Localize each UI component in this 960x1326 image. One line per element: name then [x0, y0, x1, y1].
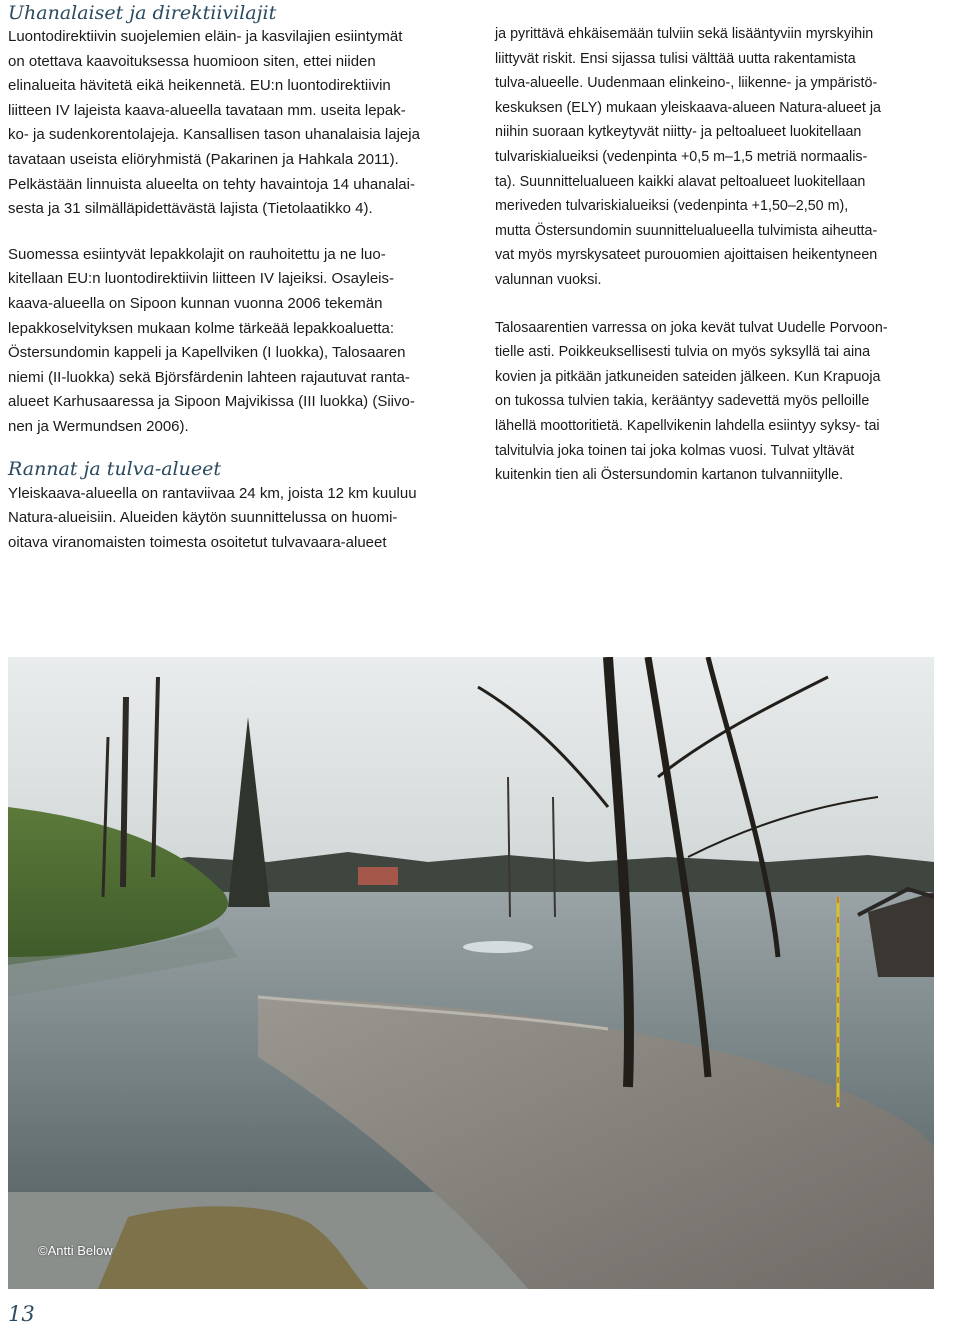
page-number: 13: [8, 1302, 35, 1326]
section-heading-shores-flood-areas: Rannat ja tulva-alueet: [8, 457, 221, 480]
paragraph-flood-risks: ja pyrittävä ehkäisemään tulviin sekä lisääntyviin myrskyihin liittyvät riskit. Ensi sijassa tulisi välttää uutta rakentamista tulva-alueelle. Uudenmaan elinkeino-, liikenne- ja ympäristö- keskuksen (ELY) mukaan yleiskaava-alueen Natura-alueet ja niihin suoraan kytkeytyvät niitty- ja peltoalueet luokitellaan tulvariskialueiksi (vedenpinta +0,5 m–1,5 metriä normaalis- ta). Suunnittelualueen kaikki alavat peltoalueet luokitellaan meriveden tulvariskialueiksi (vedenpinta +1,50–2,50 m), mutta Östersundomin suunnittelualueella tulvimista aiheutta- vat myös myrskysateet purouomien ajoittaisen heikentyneen valunnan vuoksi.: [495, 26, 881, 288]
paragraph-talosaarentie-floods: Talosaarentien varressa on joka kevät tulvat Uudelle Porvoon- tielle asti. Poikkeuksellisesti tulvia on myös syksyllä tai aina kovien ja pitkään jatkuneiden sateiden jälkeen. Kun Krapuoja on tukossa tulvien takia, kerääntyy sadevettä myös pelloille lähellä moottoritietä. Kapellvikenin lahdella esiintyy syksy- tai talvitulvia joka toinen tai joka kolmas vuosi. Tulvat yltävät kuitenkin tien ali Östersundomin kartanon tulvanniitylle.: [495, 319, 888, 484]
photo-credit: ©Antti Below: [38, 1243, 113, 1258]
right-column: [495, 0, 960, 488]
paragraph-bats: Suomessa esiintyvät lepakkolajit on rauhoitettu ja ne luo- kitellaan EU:n luontodirektiivin liitteen IV lajeiksi. Osayleis- kaava-alueella on Sipoon kunnan vuonna 2006 tekemän lepakkoselvityksen mukaan kolme tärkeää lepakkoaluetta: Östersundomin kappeli ja Kapellviken (I luokka), Talosaaren niemi (II-luokka) sekä Björsfärdenin lahteen rajautuvat ranta- alueet Karhusaaressa ja Sipoon Majvikissa (III luokka) (Siivo- nen ja Wermundsen 2006).: [8, 245, 415, 435]
section-heading-threatened-species: Uhanalaiset ja direktiivilajit: [8, 2, 277, 24]
flooded-road-photo: [8, 657, 934, 1289]
flooded-road-image: [8, 657, 934, 1289]
paragraph-threatened-species: Luontodirektiivin suojelemien eläin- ja kasvilajien esiintymät on otettava kaavoituksessa huomioon siten, ettei niiden elinalueita hävitetä eikä heikennetä. EU:n luontodirektiivin liitteen IV lajeista kaava-alueella tavataan mm. useita lepak- ko- ja sudenkorentolajeja. Kansallisen tason uhanalaisia lajeja tavataan useista eliöryhmistä (Pakarinen ja Hahkala 2011). Pelkästään linnuista alueelta on tehty havaintoja 14 uhanalai- sesta ja 31 silmälläpidettävästä lajista (Tietolaatikko 4).: [8, 28, 420, 218]
left-column: [8, 0, 478, 555]
paragraph-shores: Yleiskaava-alueella on rantaviivaa 24 km, joista 12 km kuuluu Natura-alueisiin. Alueiden käytön suunnittelussa on huomi- oitava viranomaisten toimesta osoitetut tulvavaara-alueet: [8, 484, 417, 551]
